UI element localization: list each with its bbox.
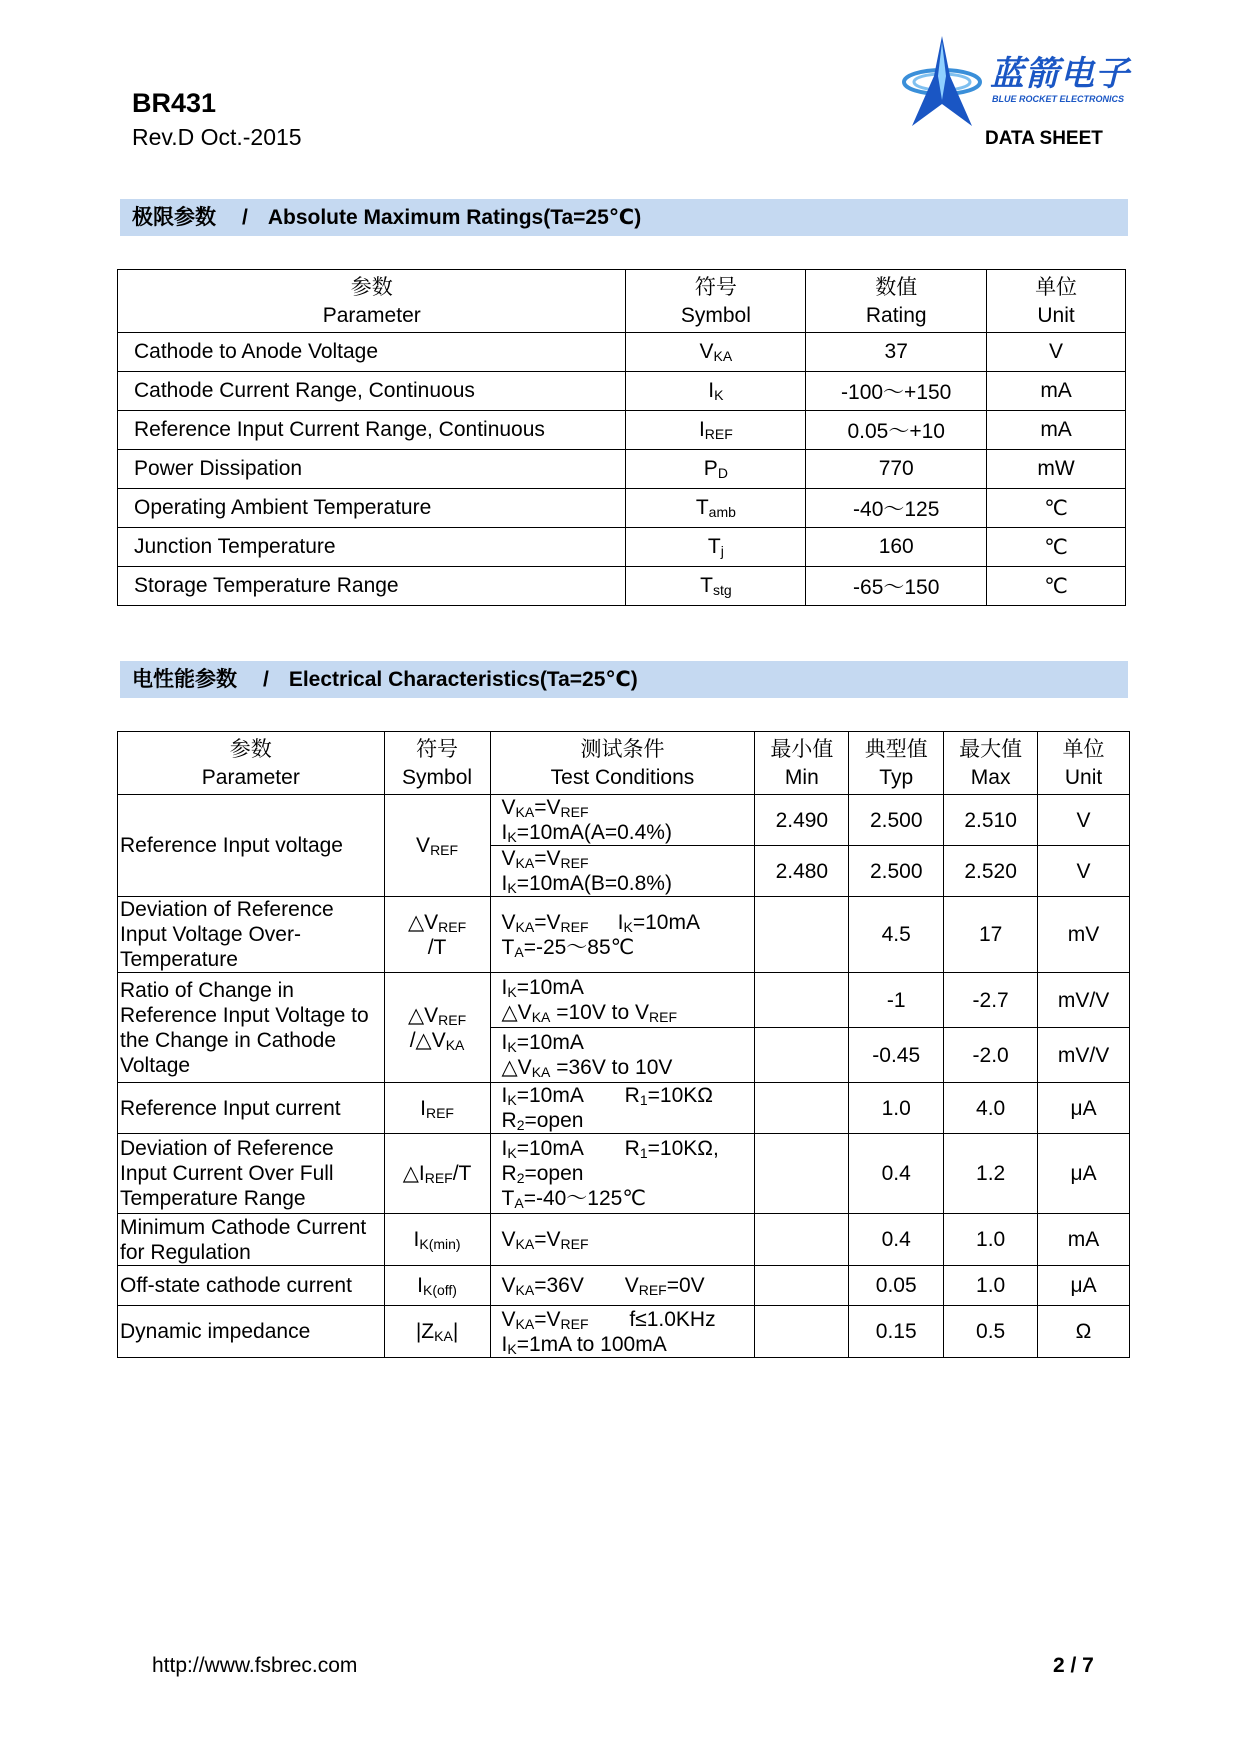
header-max: 最大值 Max xyxy=(944,732,1038,795)
cell-unit: μA xyxy=(1038,1266,1130,1306)
cell-min xyxy=(755,1214,849,1266)
cell-rating: -40～125 xyxy=(806,489,987,528)
cell-parameter: Cathode to Anode Voltage xyxy=(118,333,626,372)
cell-symbol: $I_{K(off)}$ xyxy=(384,1266,490,1306)
cell-symbol: $I_{K(min)}$ xyxy=(384,1214,490,1266)
cell-typ: 0.05 xyxy=(849,1266,944,1306)
cell-conditions: $I_K=10mA$ $R_1=10K\Omega$, $R_2=open$ $T_A=-40\sim 125℃$ xyxy=(490,1134,755,1214)
section-title-cn: 电性能参数 xyxy=(132,667,237,691)
cell-unit: ℃ xyxy=(987,528,1126,567)
cell-symbol: $\triangle I_{REF}/T$ xyxy=(384,1134,490,1214)
cell-conditions: $V_{KA}=V_{REF}$ f≤1.0KHz $I_K=1mA$ to 100mA xyxy=(490,1306,755,1358)
cell-parameter: Ratio of Change in Reference Input Voltage to the Change in Cathode Voltage xyxy=(118,973,385,1083)
cell-min xyxy=(755,1134,849,1214)
cell-max: 4.0 xyxy=(944,1083,1038,1134)
cell-parameter: Deviation of Reference Input Current Over Full Temperature Range xyxy=(118,1134,385,1214)
table-row xyxy=(118,795,1130,846)
doc-revision: Rev.D Oct.-2015 xyxy=(132,124,302,150)
table-row xyxy=(118,1306,1130,1358)
cell-unit: V xyxy=(1038,795,1130,846)
cell-parameter: Deviation of Reference Input Voltage Over-Temperature xyxy=(118,897,385,973)
header-conditions: 测试条件 Test Conditions xyxy=(490,732,755,795)
logo-chinese-text: 蓝箭电子 xyxy=(990,54,1130,94)
cell-symbol: $\triangle V_{REF}$ /T xyxy=(384,897,490,973)
cell-symbol: $\triangle V_{REF}$ $/\triangle V_{KA}$ xyxy=(384,973,490,1083)
cell-max: 1.2 xyxy=(944,1134,1038,1214)
cell-unit: mA xyxy=(1038,1214,1130,1266)
cell-unit: μA xyxy=(1038,1083,1130,1134)
table-row xyxy=(118,1134,1130,1214)
cell-unit: μA xyxy=(1038,1134,1130,1214)
cell-typ: 2.500 xyxy=(849,795,944,846)
cell-parameter: Storage Temperature Range xyxy=(118,567,626,606)
cell-unit: mA xyxy=(987,372,1126,411)
cell-unit: ℃ xyxy=(987,567,1126,606)
cell-min xyxy=(755,1083,849,1134)
cell-max: 0.5 xyxy=(944,1306,1038,1358)
section-title-en: Electrical Characteristics(Ta=25℃) xyxy=(288,668,638,691)
cell-conditions: $V_{KA}=V_{REF}$ xyxy=(490,1214,755,1266)
section-title-en: Absolute Maximum Ratings(Ta=25℃) xyxy=(267,206,642,229)
cell-rating: -100～+150 xyxy=(806,372,987,411)
cell-symbol: $P_D$ xyxy=(626,450,806,489)
header-rating: 数值 Rating xyxy=(806,270,987,333)
cell-min xyxy=(755,897,849,973)
cell-conditions: $V_{KA}=36V$ $V_{REF}=0V$ xyxy=(490,1266,755,1306)
header-min: 最小值 Min xyxy=(755,732,849,795)
cell-typ: -0.45 xyxy=(849,1028,944,1083)
cell-unit: mW xyxy=(987,450,1126,489)
electrical-table xyxy=(117,731,1130,1358)
table-row xyxy=(118,372,1126,411)
cell-symbol: $T_j$ xyxy=(626,528,806,567)
table-row xyxy=(118,333,1126,372)
cell-typ: 2.500 xyxy=(849,846,944,897)
cell-symbol: $|Z_{KA}|$ xyxy=(384,1306,490,1358)
cell-conditions: $I_K=10mA$ $\triangle V_{KA} =10V$ to $V_{REF}$ xyxy=(490,973,755,1028)
table-row xyxy=(118,897,1130,973)
cell-parameter: Cathode Current Range, Continuous xyxy=(118,372,626,411)
cell-conditions: $I_K=10mA$ $R_1=10K\Omega$ $R_2=open$ xyxy=(490,1083,755,1134)
table-header-row xyxy=(118,732,1130,795)
cell-typ: -1 xyxy=(849,973,944,1028)
cell-rating: 37 xyxy=(806,333,987,372)
cell-unit: ℃ xyxy=(987,489,1126,528)
table-row xyxy=(118,489,1126,528)
rocket-star-icon xyxy=(900,36,990,128)
cell-unit: mV/V xyxy=(1038,1028,1130,1083)
cell-parameter: Junction Temperature xyxy=(118,528,626,567)
cell-conditions: $I_K=10mA$ $\triangle V_{KA} =36V$ to 10V xyxy=(490,1028,755,1083)
cell-conditions: $V_{KA}=V_{REF}$ $I_K=10mA$ $T_A=-25\sim 85℃$ xyxy=(490,897,755,973)
cell-symbol: $I_K$ xyxy=(626,372,806,411)
cell-symbol: $T_{amb}$ xyxy=(626,489,806,528)
cell-symbol: $V_{REF}$ xyxy=(384,795,490,897)
section-title-cn: 极限参数 xyxy=(132,205,216,229)
table-row xyxy=(118,411,1126,450)
cell-typ: 4.5 xyxy=(849,897,944,973)
cell-min xyxy=(755,1028,849,1083)
header-parameter: 参数 Parameter xyxy=(118,270,626,333)
cell-conditions: $V_{KA}=V_{REF}$ $I_K=10mA(A=0.4\%)$ xyxy=(490,795,755,846)
table-row xyxy=(118,1083,1130,1134)
cell-unit: V xyxy=(987,333,1126,372)
cell-parameter: Operating Ambient Temperature xyxy=(118,489,626,528)
footer-website-link[interactable]: http://www.fsbrec.com xyxy=(152,1654,358,1677)
cell-typ: 0.4 xyxy=(849,1134,944,1214)
cell-max: 17 xyxy=(944,897,1038,973)
cell-max: -2.7 xyxy=(944,973,1038,1028)
logo-english-text: BLUE ROCKET ELECTRONICS xyxy=(992,94,1125,104)
section-title-separator: / xyxy=(263,668,269,691)
table-row xyxy=(118,1214,1130,1266)
table-header-row xyxy=(118,270,1126,333)
page-number: 2 / 7 xyxy=(1053,1654,1094,1677)
header-parameter: 参数 Parameter xyxy=(118,732,385,795)
cell-min xyxy=(755,973,849,1028)
cell-typ: 0.4 xyxy=(849,1214,944,1266)
cell-unit: Ω xyxy=(1038,1306,1130,1358)
cell-symbol: $T_{stg}$ xyxy=(626,567,806,606)
table-row xyxy=(118,450,1126,489)
cell-max: 1.0 xyxy=(944,1266,1038,1306)
cell-typ: 0.15 xyxy=(849,1306,944,1358)
cell-parameter: Minimum Cathode Current for Regulation xyxy=(118,1214,385,1266)
table-row xyxy=(118,1266,1130,1306)
cell-min xyxy=(755,1306,849,1358)
table-row xyxy=(118,528,1126,567)
header-symbol: 符号 Symbol xyxy=(384,732,490,795)
cell-min: 2.480 xyxy=(755,846,849,897)
cell-parameter: Power Dissipation xyxy=(118,450,626,489)
cell-unit: mV/V xyxy=(1038,973,1130,1028)
cell-symbol: $I_{REF}$ xyxy=(626,411,806,450)
cell-parameter: Dynamic impedance xyxy=(118,1306,385,1358)
cell-parameter: Off-state cathode current xyxy=(118,1266,385,1306)
doc-type-label: DATA SHEET xyxy=(985,128,1103,149)
doc-title: BR431 xyxy=(132,88,217,118)
cell-rating: -65～150 xyxy=(806,567,987,606)
section-header-abs-max xyxy=(120,199,1128,236)
cell-unit: V xyxy=(1038,846,1130,897)
section-title-separator: / xyxy=(242,206,248,229)
table-row xyxy=(118,567,1126,606)
cell-min: 2.490 xyxy=(755,795,849,846)
cell-rating: 160 xyxy=(806,528,987,567)
cell-max: 1.0 xyxy=(944,1214,1038,1266)
cell-symbol: $I_{REF}$ xyxy=(384,1083,490,1134)
cell-unit: mA xyxy=(987,411,1126,450)
cell-parameter: Reference Input current xyxy=(118,1083,385,1134)
cell-rating: 0.05～+10 xyxy=(806,411,987,450)
cell-conditions: $V_{KA}=V_{REF}$ $I_K=10mA(B=0.8\%)$ xyxy=(490,846,755,897)
cell-unit: mV xyxy=(1038,897,1130,973)
cell-min xyxy=(755,1266,849,1306)
header-unit: 单位 Unit xyxy=(987,270,1126,333)
company-logo xyxy=(900,36,1140,128)
section-header-electrical xyxy=(120,661,1128,698)
header-typ: 典型值 Typ xyxy=(849,732,944,795)
table-row xyxy=(118,973,1130,1028)
cell-max: 2.520 xyxy=(944,846,1038,897)
cell-max: 2.510 xyxy=(944,795,1038,846)
cell-symbol: $V_{KA}$ xyxy=(626,333,806,372)
cell-parameter: Reference Input Current Range, Continuous xyxy=(118,411,626,450)
cell-parameter: Reference Input voltage xyxy=(118,795,385,897)
cell-rating: 770 xyxy=(806,450,987,489)
abs-max-table xyxy=(117,269,1126,606)
cell-typ: 1.0 xyxy=(849,1083,944,1134)
cell-max: -2.0 xyxy=(944,1028,1038,1083)
header-symbol: 符号 Symbol xyxy=(626,270,806,333)
header-unit: 单位 Unit xyxy=(1038,732,1130,795)
